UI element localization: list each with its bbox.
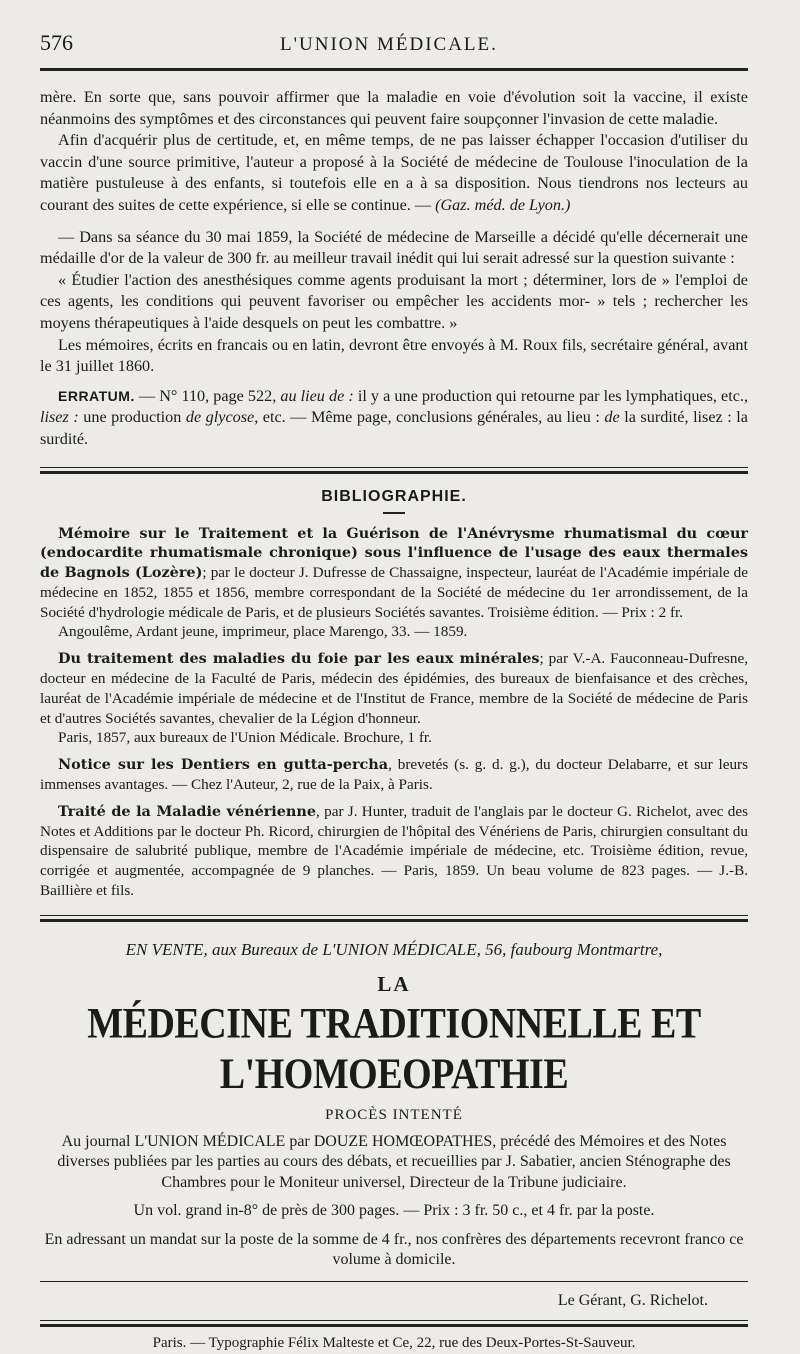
sale-line: EN VENTE, aux Bureaux de L'UNION MÉDICALE, 56, faubourg Montmartre, bbox=[125, 939, 663, 959]
footer-rule bbox=[40, 1320, 748, 1327]
marseille-paragraph: — Dans sa séance du 30 mai 1859, la Société de médecine de Marseille a décidé qu'elle décernerait une médaille d'or de la valeur de 300 fr. au meilleur travail inédit qui lui serait adressé sur la question suivante : bbox=[40, 227, 748, 268]
erratum bbox=[40, 386, 748, 451]
erratum-lisez: lisez : bbox=[40, 408, 79, 427]
article-paragraph-2 bbox=[40, 130, 748, 216]
running-title: L'UNION MÉDICALE. bbox=[280, 34, 498, 55]
erratum-text-c: une production bbox=[78, 408, 186, 427]
advert-book-title: MÉDECINE TRADITIONNELLE ET L'HOMOEOPATHIE bbox=[87, 999, 701, 1099]
marseille-quote: « Étudier l'action des anesthésiques comme agents produisant la mort ; déterminer, lors de » l'emploi de ces agents, les conditions qui peuvent favoriser ou empêcher les accidents mor- » tels ; rechercher les moyens thérapeutiques à l'aide desquels on peut les combattre. » bbox=[40, 270, 748, 332]
advertisement bbox=[40, 940, 748, 1271]
marseille-notice bbox=[40, 227, 748, 378]
article-source: (Gaz. méd. de Lyon.) bbox=[435, 195, 571, 214]
advert-proces: PROCÈS INTENTÉ bbox=[325, 1106, 463, 1123]
bibliography-entry bbox=[40, 802, 748, 901]
vaccine-article bbox=[40, 87, 748, 217]
advert-price: Un vol. grand in-8° de près de 300 pages. — Prix : 3 fr. 50 c., et 4 fr. par la poste. bbox=[133, 1202, 655, 1220]
entry-title: Traité de la Maladie vénérienne bbox=[58, 802, 317, 820]
entry-publication: Paris, 1857, aux bureaux de l'Union Médicale. Brochure, 1 fr. bbox=[58, 729, 432, 747]
entry-text: , par J. Hunter, traduit de l'anglais par le docteur G. Richelot, avec des Notes et Additions par le docteur Ph. Ricord, chirurgien de l'hôpital des Vénériens de Paris, chirurgien consultant du dispensaire de salubrité publique, membre de l'Académie impériale de médecine, etc. Troisième édition, revue, corrigée et augmentée, accompagnée de 9 planches. — Paris, 1859. Un beau volume de 823 pages. — J.-B. Baillière et fils. bbox=[40, 802, 748, 900]
entry-text: , brevetés (s. g. d. g.), du docteur Delabarre, et sur leurs immenses avantages. — Chez l'Auteur, 2, rue de la Paix, à Paris. bbox=[40, 756, 749, 794]
advert-description: Au journal L'UNION MÉDICALE par DOUZE HOMŒOPATHES, précédé des Mémoires et des Notes diverses publiées par les parties au cours des débats, et recueillies par J. Sabatier, ancien Sténographe des Chambres pour le Moniteur universel, Directeur de la Tribune judiciaire. bbox=[57, 1132, 731, 1191]
bibliography-entry bbox=[40, 755, 748, 795]
erratum-glycose: de glycose bbox=[185, 408, 255, 427]
header-rule bbox=[40, 68, 748, 71]
entry-title: Notice sur les Dentiers en gutta-percha bbox=[58, 756, 389, 774]
bibliographie-title: BIBLIOGRAPHIE. bbox=[321, 487, 467, 505]
page-header bbox=[40, 30, 748, 62]
erratum-text-e: la surdité, lisez : la surdité. bbox=[40, 408, 748, 448]
entry-title: Du traitement des maladies du foie par les eaux minérales bbox=[58, 650, 540, 668]
gerant-signature: Le Gérant, G. Richelot. bbox=[557, 1291, 708, 1309]
entry-text: ; par V.-A. Fauconneau-Dufresne, docteur en médecine de la Faculté de Paris, médecin des épidémies, des bureaux de bienfaisance et des crèches, lauréat de l'Académie impériale de médecine et de l'Institut de France, membre de la Société de médecine de Paris et d'autres Sociétés savantes, chevalier de la Légion d'honneur. bbox=[40, 650, 748, 727]
title-dash bbox=[383, 512, 405, 514]
erratum-text-b: il y a une production qui retourne par les lymphatiques, etc., bbox=[353, 386, 748, 405]
printer-footer: Paris. — Typographie Félix Malteste et Ce, 22, rue des Deux-Portes-St-Sauveur. bbox=[152, 1334, 636, 1351]
advert-la: LA bbox=[377, 971, 411, 996]
entry-publication: Angoulême, Ardant jeune, imprimeur, place Marengo, 33. — 1859. bbox=[58, 623, 468, 641]
marseille-deadline: Les mémoires, écrits en francais ou en latin, devront être envoyés à M. Roux fils, secrétaire général, avant le 31 juillet 1860. bbox=[40, 335, 748, 376]
erratum-de: de bbox=[604, 408, 620, 427]
erratum-text-d: , etc. — Même page, conclusions générales, au lieu : bbox=[254, 408, 605, 427]
entry-title: Mémoire sur le Traitement et la Guérison de l'Anévrysme rhumatismal du cœur (endocardite rhumatismale chronique) sous l'influence de l'usage des eaux thermales de Bagnols (Lozère) bbox=[40, 524, 748, 582]
article-paragraph-2-text: Afin d'acquérir plus de certitude, et, en même temps, de ne pas laisser échapper l'occasion d'utiliser du vaccin d'une source primitive, l'auteur a proposé à la Société de médecine de Toulouse l'inoculation de la matière pustuleuse à des enfants, si toutefois elle en a à sa disposition. Nous tiendrons nos lecteurs au courant des suites de cette expérience, si elle se continue. — bbox=[40, 131, 748, 214]
erratum-text-a: — N° 110, page 522, bbox=[134, 386, 281, 405]
entry-text: ; par le docteur J. Dufresse de Chassaigne, inspecteur, lauréat de l'Académie impériale de médecine en 1852, 1855 et 1856, membre correspondant de la Société de médecine du 1er arrondissement, de la Société d'hydrologie médicale de Paris, et de plusieurs Sociétés savantes. Troisième édition. — Prix : 2 fr. bbox=[40, 564, 748, 621]
erratum-label: ERRATUM. bbox=[58, 387, 135, 404]
article-paragraph-1: mère. En sorte que, sans pouvoir affirmer que la maladie en voie d'évolution soit la vaccine, il existe néanmoins des symptômes et des circonstances qui peuvent faire soupçonner l'invasion de cette maladie. bbox=[40, 88, 748, 128]
bibliography-entry bbox=[40, 524, 748, 643]
advert-mandat: En adressant un mandat sur la poste de la somme de 4 fr., nos confrères des départements recevront franco ce volume à domicile. bbox=[44, 1230, 744, 1269]
erratum-au-lieu: au lieu de : bbox=[280, 386, 354, 405]
gerant-rule bbox=[40, 1281, 748, 1282]
bibliography-entry bbox=[40, 649, 748, 748]
section-divider bbox=[40, 467, 748, 474]
bibliography-list bbox=[40, 524, 748, 901]
advert-divider bbox=[40, 915, 748, 922]
page-number: 576 bbox=[40, 30, 73, 55]
